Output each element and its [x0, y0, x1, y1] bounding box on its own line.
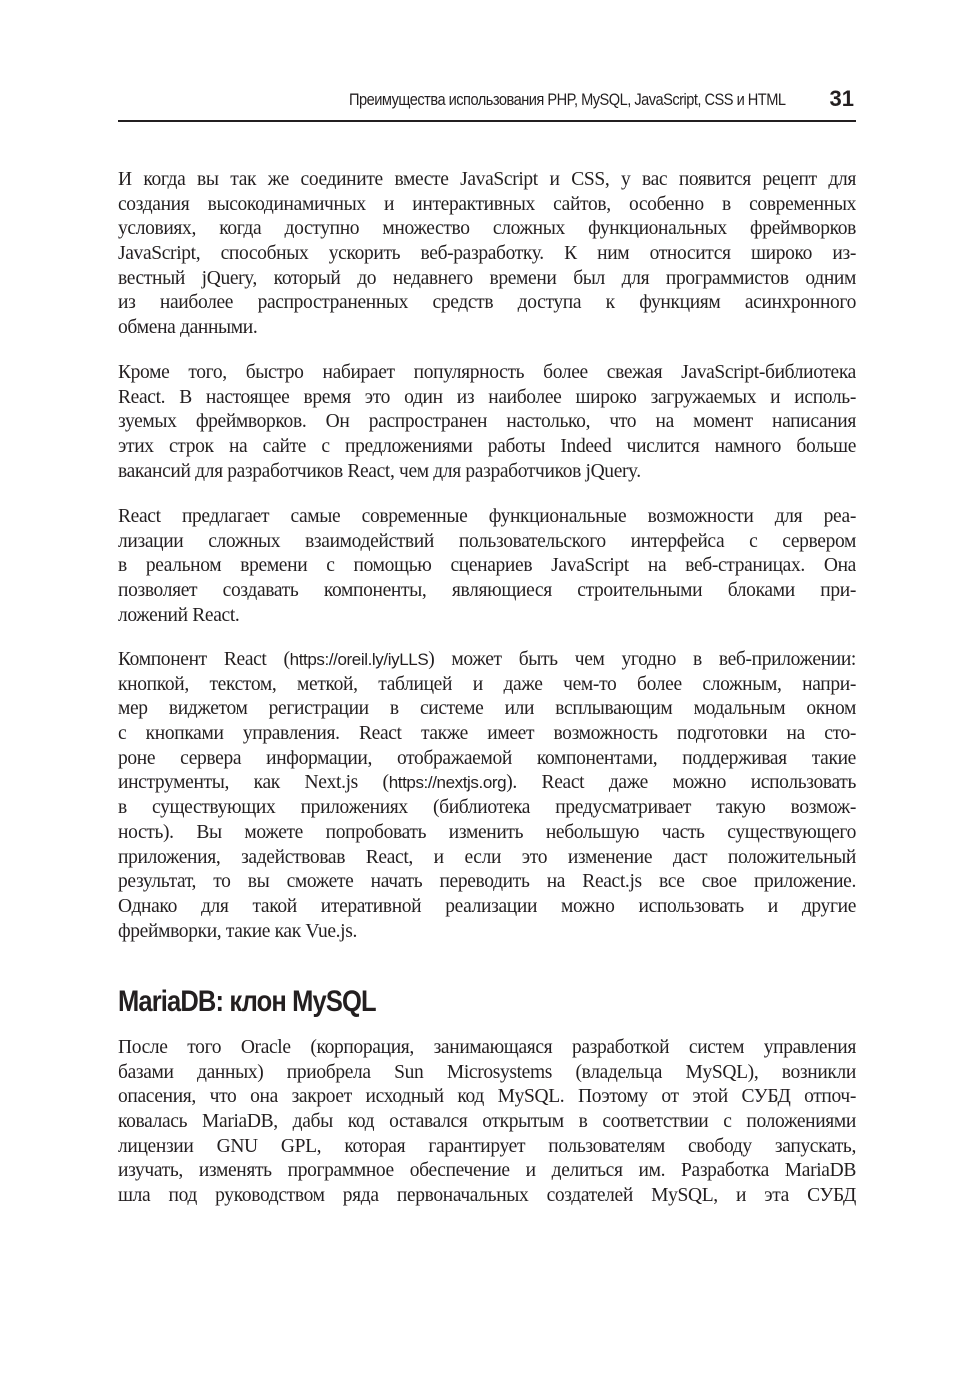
text-line: позволяет создавать компоненты, являющиеся строительными блоками при-: [118, 580, 856, 602]
paragraph-3: [118, 505, 856, 628]
text-line: роне сервера информации, отображаемой компонентами, поддерживая такие: [118, 747, 856, 769]
text-fragment: Компонент React (: [118, 649, 290, 670]
text-line: React предлагает самые современные функциональные возможности для реа-: [118, 506, 856, 527]
text-line: обмена данными.: [118, 317, 258, 339]
text-line: [118, 648, 856, 673]
text-line: фреймворки, такие как Vue.js.: [118, 920, 358, 942]
paragraph-1: [118, 168, 856, 341]
text-fragment: ). React даже можно использовать: [506, 772, 856, 794]
text-line: в существующих приложениях (библиотека предусматривает такую возмож-: [118, 797, 856, 819]
text-line: базами данных) приобрела Sun Microsystems (владельца MySQL), возникли: [118, 1061, 856, 1083]
paragraph-2: [118, 361, 856, 484]
text-line: Кроме того, быстро набирает популярность более свежая JavaScript-библиотека: [118, 362, 856, 383]
text-line: React. В настоящее время это один из наиболее широко загружаемых и исполь-: [118, 386, 856, 408]
text-line: После того Oracle (корпорация, занимающаяся разработкой систем управления: [118, 1037, 856, 1058]
text-line: шла под руководством ряда первоначальных создателей MySQL, и эта СУБД: [118, 1185, 856, 1207]
paragraph-4: [118, 648, 856, 944]
text-line: [118, 771, 856, 796]
text-fragment: инструменты, как Next.js (: [118, 772, 389, 794]
text-line: ковалась MariaDB, дабы код оставался открытым в соответствии с положениями: [118, 1111, 856, 1133]
text-line: мер виджетом регистрации в системе или всплывающим модальным окном: [118, 698, 856, 720]
page-number: 31: [829, 86, 854, 111]
text-line: изучать, изменять программное обеспечение и делиться им. Разработка MariaDB: [118, 1160, 856, 1182]
text-line: в реальном времени с помощью сценариев JavaScript на веб-страницах. Она: [118, 555, 856, 577]
text-line: этих строк на сайте с предложениями работы Indeed числится намного больше: [118, 436, 856, 458]
text-line: вакансий для разработчиков React, чем для разработчиков jQuery.: [118, 460, 641, 482]
text-line: ложений React.: [118, 604, 240, 626]
text-line: лизации сложных взаимодействий пользовательского интерфейса с сервером: [118, 530, 856, 552]
text-line: условиях, когда доступно множество сложных функциональных фреймворков: [118, 218, 856, 240]
link-nextjs[interactable]: https://nextjs.org: [388, 773, 507, 793]
text-line: опасения, что она закроет исходный код MySQL. Поэтому от этой СУБД отпоч-: [118, 1086, 856, 1108]
paragraph-5: [118, 1036, 856, 1209]
text-line: Однако для такой итеративной реализации можно использовать и другие: [118, 895, 856, 917]
text-line: ность). Вы можете попробовать изменить небольшую часть существующего: [118, 821, 856, 843]
running-head: Преимущества использования PHP, MySQL, JavaScript, CSS и HTML: [349, 90, 786, 109]
text-line: И когда вы так же соедините вместе JavaScript и CSS, у вас появится рецепт для: [118, 169, 856, 190]
text-line: с кнопками управления. React также имеет возможность подготовки на сто-: [118, 723, 856, 745]
text-line: лицензии GNU GPL, которая гарантирует пользователям свободу запускать,: [118, 1135, 856, 1157]
section-heading: MariaDB: клон MySQL: [118, 985, 376, 1018]
text-line: создания высокодинамичных и интерактивных сайтов, особенно в современных: [118, 193, 856, 215]
text-line: зуемых фреймворков. Он распространен настолько, что на момент написания: [118, 411, 856, 433]
text-line: вестный jQuery, который до недавнего времени был для программистов одним: [118, 267, 856, 289]
text-line: приложения, задействовав React, и если это изменение даст положительный: [118, 846, 856, 868]
link-react-component[interactable]: https://oreil.ly/iyLLS: [289, 650, 429, 669]
text-line: из наиболее распространенных средств доступа к функциям асинхронного: [118, 292, 856, 314]
text-fragment: ) может быть чем угодно в веб-приложении:: [428, 649, 856, 670]
text-line: кнопкой, текстом, меткой, таблицей и даже чем-то более сложным, напри-: [118, 673, 856, 695]
text-line: JavaScript, способных ускорить веб-разработку. К ним относится широко из-: [118, 243, 856, 265]
text-line: результат, то вы сможете начать переводить на React.js все свое приложение.: [118, 871, 856, 893]
page-header: [118, 84, 856, 122]
